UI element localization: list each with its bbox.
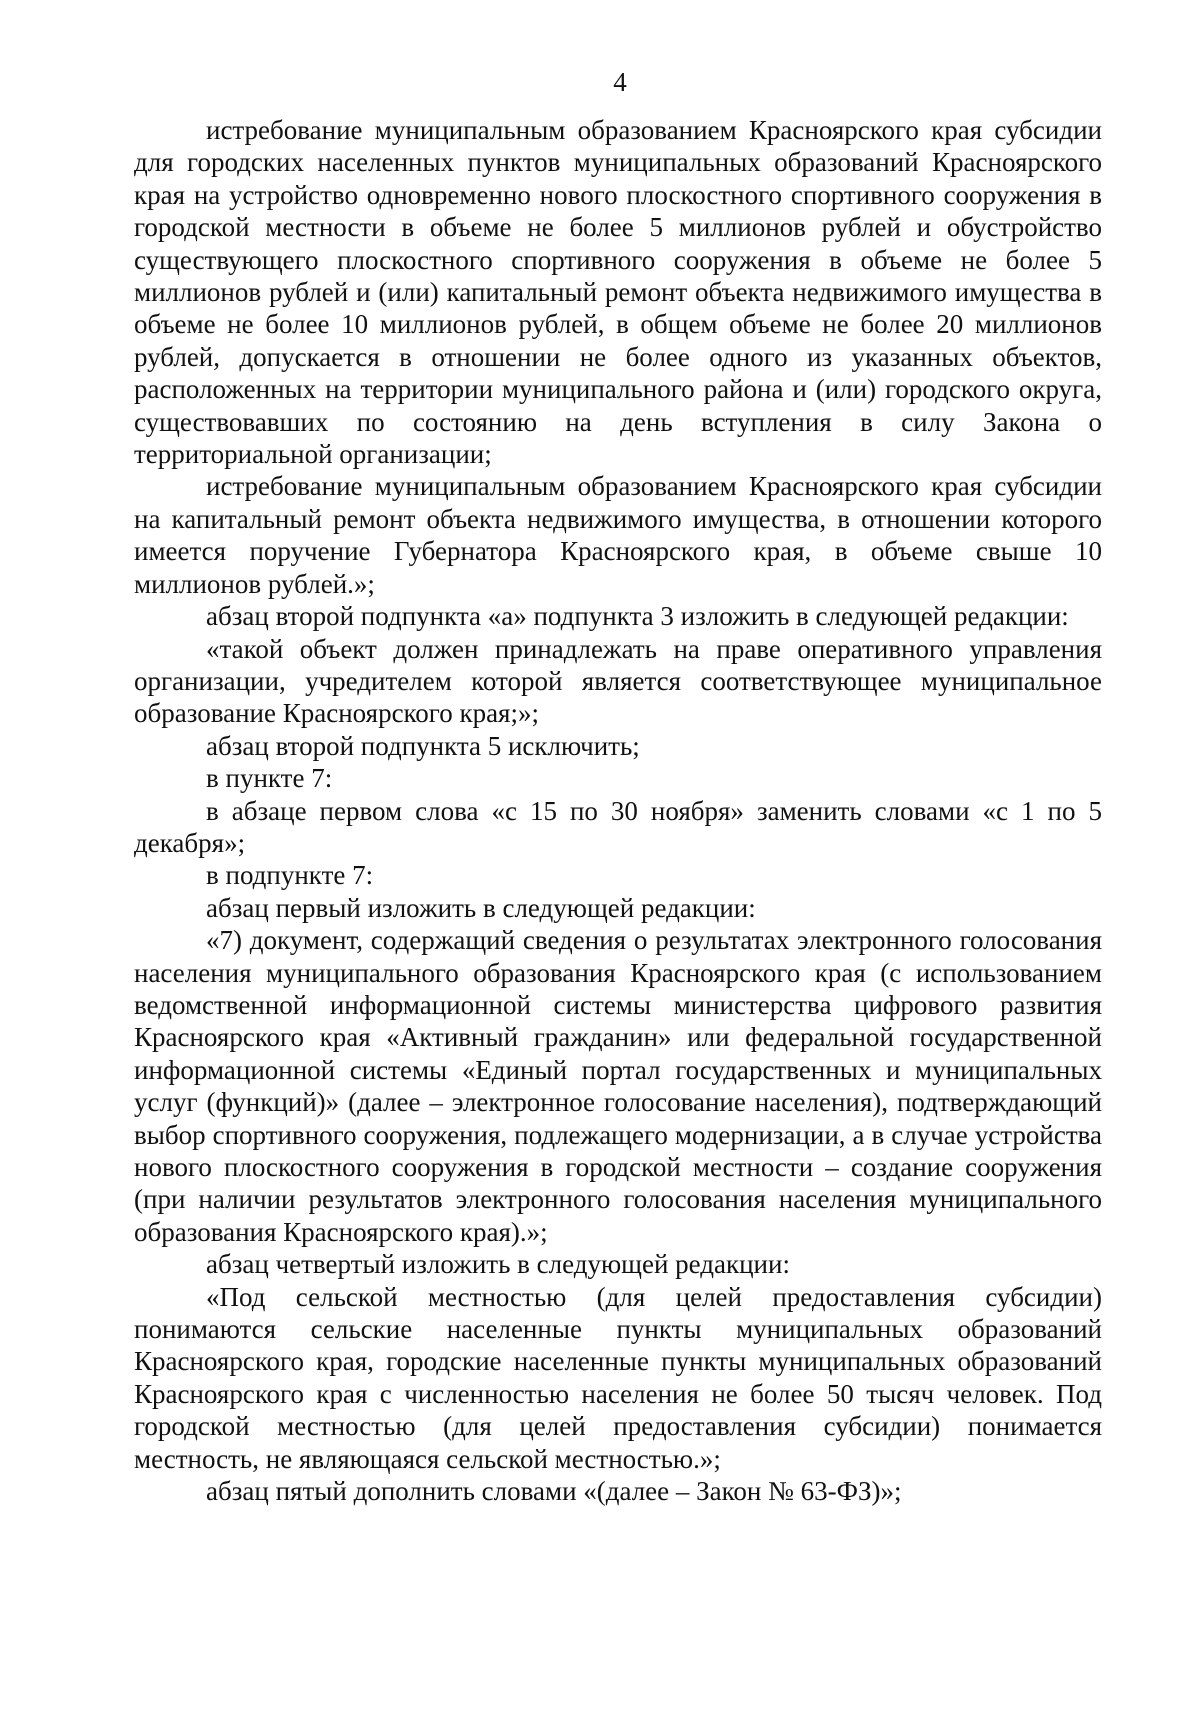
paragraph-6: в пункте 7: — [206, 763, 333, 794]
paragraph-7: в абзаце первом слова «с 15 по 30 ноября» заменить словами «с 1 по 5 декабря»; — [134, 795, 1102, 858]
paragraph-8: в подпункте 7: — [206, 860, 374, 891]
paragraph-4: «такой объект должен принадлежать на праве оперативного управления организации, учредителем которой является соответствующее муниципальное образование Красноярского края;»; — [134, 633, 1102, 729]
paragraph-11: абзац четвертый изложить в следующей редакции: — [206, 1249, 790, 1280]
paragraph-12: «Под сельской местностью (для целей предоставления субсидии) понимаются сельские населенные пункты муниципальных образований Красноярского края, городские населенные пункты муниципальных образований Красноярского края с численностью населения не более 50 тысяч человек. Под городской местностью (для целей предоставления субсидии) понимается местность, не являющаяся сельской местностью.»; — [134, 1281, 1102, 1474]
paragraph-10: «7) документ, содержащий сведения о результатах электронного голосования населения муниципального образования Красноярского края (с использованием ведомственной информационной системы министерства цифрового развития Красноярского края «Активный гражданин» или федеральной государственной информационной системы «Единый портал государственных и муниципальных услуг (функций)» (далее – электронное голосование населения), подтверждающий выбор спортивного сооружения, подлежащего модернизации, а в случае устройства нового плоскостного сооружения в городской местности – создание сооружения (при наличии результатов электронного голосования населения муниципального образования Красноярского края).»; — [134, 925, 1102, 1247]
paragraph-3: абзац второй подпункта «а» подпункта 3 изложить в следующей редакции: — [206, 601, 1069, 632]
page-number: 4 — [613, 67, 627, 97]
paragraph-5: абзац второй подпункта 5 исключить; — [206, 730, 640, 761]
document-body — [134, 114, 1102, 1507]
paragraph-9: абзац первый изложить в следующей редакции: — [206, 892, 756, 923]
paragraph-2: истребование муниципальным образованием Красноярского края субсидии на капитальный ремонт объекта недвижимого имущества, в отношении которого имеется поручение Губернатора Красноярского края, в объеме свыше 10 миллионов рублей.»; — [134, 471, 1102, 599]
paragraph-1: истребование муниципальным образованием Красноярского края субсидии для городских населенных пунктов муниципальных образований Красноярского края на устройство одновременно нового плоскостного спортивного сооружения в городской местности в объеме не более 5 миллионов рублей и обустройство существующего плоскостного спортивного сооружения в объеме не более 5 миллионов рублей и (или) капитальный ремонт объекта недвижимого имущества в объеме не более 10 миллионов рублей, в общем объеме не более 20 миллионов рублей, допускается в отношении не более одного из указанных объектов, расположенных на территории муниципального района и (или) городского округа, существовавших по состоянию на день вступления в силу Закона о территориальной организации; — [134, 115, 1102, 470]
paragraph-13: абзац пятый дополнить словами «(далее – Закон № 63-ФЗ)»; — [206, 1476, 902, 1507]
